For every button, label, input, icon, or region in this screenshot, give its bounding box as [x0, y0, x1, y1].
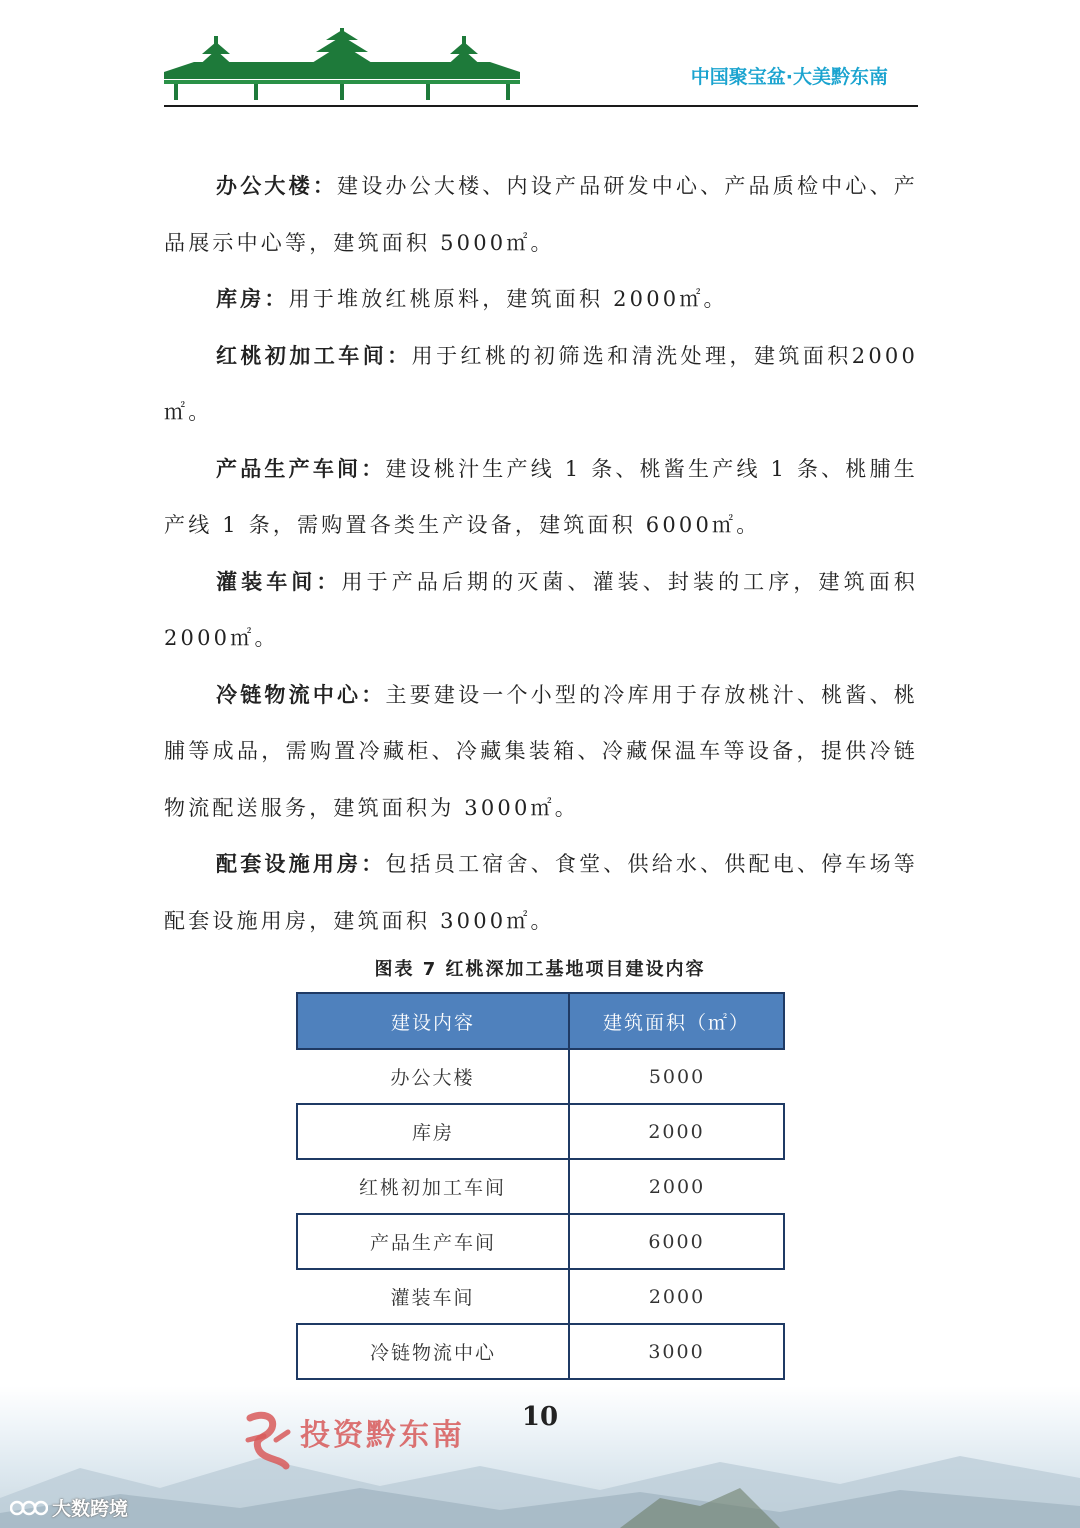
table-header-row [297, 993, 784, 1049]
table-cell: 5000 [648, 1065, 706, 1088]
header-divider [164, 105, 918, 107]
page-number: 10 [521, 1402, 559, 1432]
column-header: 建筑面积（㎡） [569, 993, 784, 1049]
paragraph-text: 用于堆放红桃原料，建筑面积 2000㎡。 [288, 287, 728, 311]
paragraph-title: 灌装车间： [216, 569, 342, 594]
page-header [164, 28, 918, 108]
watermark [10, 1494, 128, 1521]
table-cell: 冷链物流中心 [297, 1324, 569, 1379]
table-row [297, 1049, 784, 1104]
paragraph [164, 667, 918, 837]
paragraph-text: 建设办公大楼、内设产品研发中心、产品质检中心、产品展示中心等，建筑面积 5000㎡。 [164, 174, 918, 255]
watermark-text: 大数跨境 [52, 1498, 129, 1520]
brand-name: 投资黔东南 [300, 1418, 465, 1453]
construction-table [296, 992, 785, 1380]
table-cell: 3000 [569, 1324, 784, 1379]
table-row [297, 1214, 784, 1269]
table-cell: 产品生产车间 [297, 1214, 569, 1269]
paragraph [164, 328, 918, 441]
table-cell: 库房 [297, 1104, 569, 1159]
paragraph [164, 836, 918, 949]
table-cell: 2000 [648, 1175, 706, 1198]
paragraph-title: 办公大楼： [216, 174, 338, 198]
paragraph-text: 主要建设一个小型的冷库用于存放桃汁、桃酱、桃脯等成品，需购置冷藏柜、冷藏集装箱、冷藏保温车等设备，提供冷链物流配送服务，建筑面积为 3000㎡。 [164, 682, 918, 820]
paragraph-title: 配套设施用房： [216, 852, 386, 876]
paragraph [164, 271, 918, 328]
watermark-logo-icon [10, 1498, 48, 1518]
paragraph-text: 建设桃汁生产线 1 条、桃酱生产线 1 条、桃脯生产线 1 条，需购置各类生产设备，建筑面积 6000㎡。 [164, 456, 919, 537]
mountain-landscape-icon [0, 1428, 1080, 1528]
table-cell: 6000 [569, 1214, 784, 1269]
column-header: 建设内容 [297, 993, 569, 1049]
table-cell: 2000 [648, 1285, 706, 1308]
paragraph-title: 冷链物流中心： [216, 682, 386, 707]
paragraph-text: 包括员工宿舍、食堂、供给水、供配电、停车场等配套设施用房，建筑面积 3000㎡。 [164, 852, 918, 933]
table-row [297, 1269, 784, 1324]
table-caption: 图表 7 红桃深加工基地项目建设内容 [374, 959, 706, 980]
table-cell: 灌装车间 [297, 1269, 569, 1324]
paragraph-title: 产品生产车间： [216, 456, 386, 481]
body-text [164, 158, 918, 949]
header-slogan: 中国聚宝盆·大美黔东南 [690, 66, 888, 88]
table-cell: 红桃初加工车间 [297, 1159, 569, 1214]
paragraph-text: 用于产品后期的灭菌、灌装、封装的工序，建筑面积2000㎡。 [164, 569, 919, 650]
table-row [297, 1104, 784, 1159]
table-cell: 2000 [569, 1104, 784, 1159]
paragraph [164, 441, 918, 554]
table-row [297, 1159, 784, 1214]
table-cell: 办公大楼 [297, 1049, 569, 1104]
paragraph-title: 红桃初加工车间： [216, 343, 412, 368]
paragraph [164, 554, 918, 667]
paragraph [164, 158, 918, 271]
paragraph-title: 库房： [216, 287, 289, 311]
pavilion-logo-icon [164, 28, 520, 100]
paragraph-text: 用于红桃的初筛选和清洗处理，建筑面积2000㎡。 [164, 343, 918, 424]
table-row [297, 1324, 784, 1379]
